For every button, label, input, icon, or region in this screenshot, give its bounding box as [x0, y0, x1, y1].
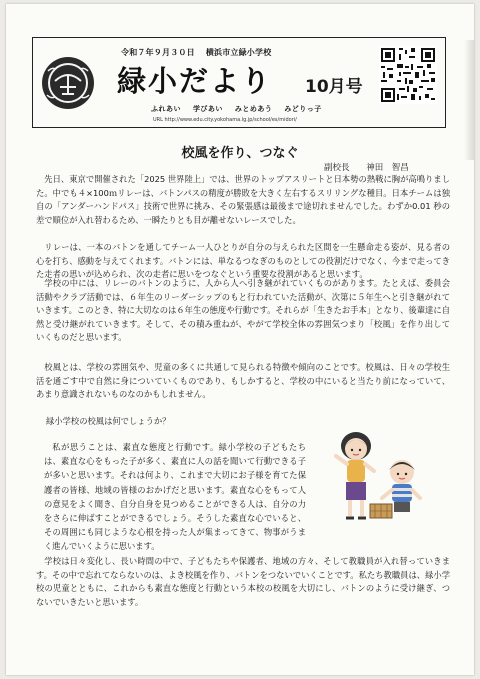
article-paragraph: 校風とは、学校の雰囲気や、児童の多くに共通して見られる特徴や傾向のことです。校風は、日々の学校生活を通ごす中で自然に身についていくものであり、もしかすると、学校の中にいると当たり前になっていて、あまり意識されないものなのかもしれません。	[36, 362, 450, 400]
issue-date: 令和７年９月３０日	[121, 48, 195, 57]
article-question: 緑小学校の校風は何でしょうか？	[46, 416, 171, 426]
newsletter-title: 緑小だより	[117, 64, 273, 98]
author-title: 副校長	[324, 163, 350, 173]
article-paragraph: 先日、東京で開催された「2025 世界陸上」では、世界のトップアスリートと日本勢の熱戦に胸が高鳴りました。中でも４×100ｍリレーは、バトンパスの精度が勝敗を大きく左右するスリリングな種目。日本チームは独自の「アンダーハンドパス」技術で世界に挑み、その緊張感は最後まで途切れませんでした。わずか0.01 秒の差で順位が入れ替わるため、一瞬たりとも目が離せないレースでした。	[36, 174, 450, 225]
slogan-item: 学びあい	[192, 105, 223, 113]
newsletter-header	[32, 37, 446, 128]
article-paragraph: 私が思うことは、素直な態度と行動です。緑小学校の子どもたちは、素直な心をもった子が多く、素直に人の話を聞いて行動できる子が多いと思います。それは何より、これまで大切にお子様を育てた保護者の皆様、地域の皆様のおかげだと思います。素直な心をもって人の意見をよく聞き、自分自身を見つめることができる人は、自分の力をさらに伸ばすことができるでしょう。そうした素直な心でいると、その周囲にも同じような心根を持った人が集まってきて、物事がうまく進んでいくように思います。	[44, 442, 306, 552]
qr-code-icon	[379, 46, 437, 104]
article-paragraph: リレーは、一本のバトンを通してチーム一人ひとりが自分の与えられた区間を一生懸命走る姿が、見る者の心を打ち、感動を与えてくれます。バトンには、単なるつなぎのものとしての役割だけでなく、今まで走ってきた走者の思いが込められ、次の走者に思いをつなぐという重要な役割があると思います。	[36, 242, 450, 280]
newsletter-page	[6, 4, 474, 675]
slogan-item: みどりっ子	[284, 105, 322, 113]
school-url: URL http://www.edu.city.yokohama.lg.jp/school/es/midori/	[153, 117, 297, 123]
school-emblem-icon	[42, 57, 94, 109]
article-author	[324, 161, 409, 173]
article-paragraph: 学校は日々変化し、長い時間の中で、子どもたちや保護者、地域の方々、そして教職員が入れ替っていきます。その中で忘れてならないのは、よき校風を作り、バトンをつないでいくことです。私たち教職員は、緑小学校の児童とともに、これからも素直な態度と行動という本校の校風を大切にし、バトンのように受け継ぎ、つないでいきたいと思います。	[36, 556, 450, 607]
article-headline: 校風を作り、つなぐ	[181, 146, 299, 161]
children-playing-illustration-icon	[322, 426, 432, 526]
school-name: 横浜市立緑小学校	[205, 48, 272, 57]
author-name: 神田 智昌	[366, 163, 409, 173]
slogan-item: ふれあい	[151, 105, 181, 113]
issue-date-line	[121, 47, 271, 58]
issue-month: 10月号	[305, 77, 363, 97]
slogan-item: みとめあう	[234, 105, 273, 113]
school-slogan	[151, 104, 322, 114]
article-paragraph: 学校の中には、リレーのバトンのように、人から人へ引き継がれていくものがあります。たとえば、委員会活動やクラブ活動では、６年生のリーダーシップのもと行われていた活動が、次第に５年生へと引き継がれていきます。このとき、特に大切なのは６年生の態度や行動です。それらが「生きたお手本」となり、後輩達に自然と受け継がれていきます。そして、その積み重ねが、やがて学校全体の雰囲気つまり「校風」を作り出していくものだと思います。	[36, 278, 450, 343]
